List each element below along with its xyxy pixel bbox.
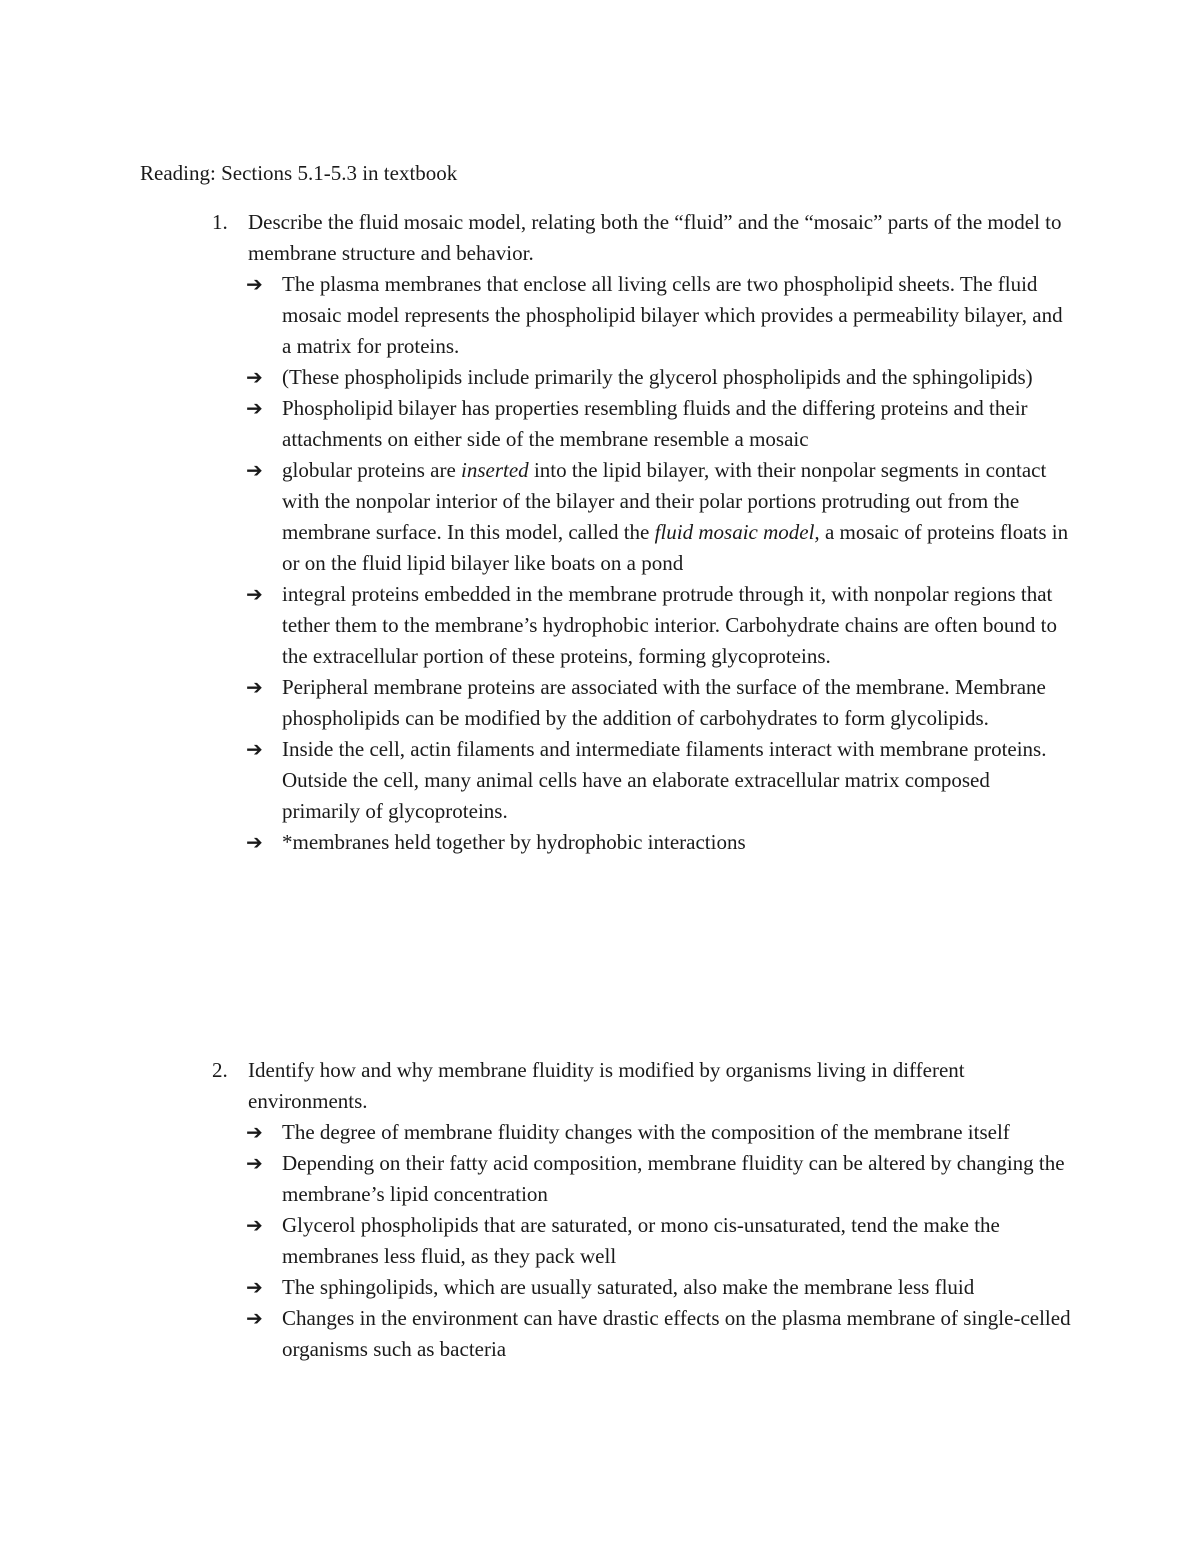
reading-assignment: Reading: Sections 5.1-5.3 in textbook [140,161,458,185]
arrow-bullet-icon: ➔ [246,1151,263,1175]
answer-text: The plasma membranes that enclose all living cells are two phospholipid sheets. The fluid mosaic model represents the phospholipid bilayer which provides a permeability bilayer, and a matrix for proteins. [282,272,1063,358]
arrow-bullet-icon: ➔ [246,1306,263,1330]
answer-item [212,455,1072,579]
answer-item [212,393,1072,455]
arrow-bullet-icon: ➔ [246,1120,263,1144]
answer-item [212,362,1072,393]
answer-item [212,1148,1072,1210]
answer-item [212,672,1072,734]
answer-text: *membranes held together by hydrophobic interactions [282,830,746,854]
answer-item [212,827,1072,858]
answer-text: Depending on their fatty acid composition, membrane fluidity can be altered by changing the membrane’s lipid concentration [282,1151,1065,1206]
arrow-bullet-icon: ➔ [246,272,263,296]
question-text: Describe the fluid mosaic model, relating both the “fluid” and the “mosaic” parts of the model to membrane structure and behavior. [248,210,1062,265]
answer-text: Glycerol phospholipids that are saturated, or mono cis-unsaturated, tend the make the membranes less fluid, as they pack well [282,1213,1000,1268]
answer-text [282,458,1068,575]
question-heading [212,207,1072,269]
answer-item [212,1272,1072,1303]
answer-text-part: a mosaic of proteins floats in or on the fluid lipid bilayer like boats on a pond [282,520,1069,575]
answer-text: Inside the cell, actin filaments and intermediate filaments interact with membrane proteins. Outside the cell, many animal cells have an elaborate extracellular matrix composed primarily of glycoproteins. [282,737,1047,823]
question-1 [212,207,1072,858]
answer-item [212,1303,1072,1365]
answer-text: The sphingolipids, which are usually saturated, also make the membrane less fluid [282,1275,975,1299]
answer-text-part: into the lipid bilayer, with their nonpolar segments in contact with the nonpolar interior of the bilayer and their polar portions protruding out from the membrane surface. In this model, called the [282,458,1047,544]
arrow-bullet-icon: ➔ [246,458,263,482]
answer-list [212,269,1072,858]
answer-text: Peripheral membrane proteins are associated with the surface of the membrane. Membrane phospholipids can be modified by the addition of carbohydrates to form glycolipids. [282,675,1046,730]
answer-item [212,1117,1072,1148]
question-number: 2. [212,1058,228,1082]
answer-item [212,734,1072,827]
italic-term-inserted: inserted [461,458,529,482]
arrow-bullet-icon: ➔ [246,1213,263,1237]
question-heading [212,1055,1072,1117]
italic-term-fluid-mosaic-model: fluid mosaic model, [654,520,820,544]
answer-item [212,579,1072,672]
question-text: Identify how and why membrane fluidity is modified by organisms living in different environments. [248,1058,965,1113]
arrow-bullet-icon: ➔ [246,830,263,854]
answer-text: The degree of membrane fluidity changes with the composition of the membrane itself [282,1120,1010,1144]
arrow-bullet-icon: ➔ [246,737,263,761]
arrow-bullet-icon: ➔ [246,1275,263,1299]
answer-text: integral proteins embedded in the membrane protrude through it, with nonpolar regions that tether them to the membrane’s hydrophobic interior. Carbohydrate chains are often bound to the extracellular portion of these proteins, forming glycoproteins. [282,582,1058,668]
answer-text: (These phospholipids include primarily the glycerol phospholipids and the sphingolipids) [282,365,1033,389]
answer-text: Changes in the environment can have drastic effects on the plasma membrane of single-celled organisms such as bacteria [282,1306,1071,1361]
answer-list [212,1117,1072,1365]
answer-text-part: globular proteins are [282,458,462,482]
arrow-bullet-icon: ➔ [246,396,263,420]
question-number: 1. [212,210,228,234]
arrow-bullet-icon: ➔ [246,675,263,699]
answer-item [212,269,1072,362]
arrow-bullet-icon: ➔ [246,365,263,389]
question-2 [212,1055,1072,1365]
arrow-bullet-icon: ➔ [246,582,263,606]
answer-text: Phospholipid bilayer has properties resembling fluids and the differing proteins and their attachments on either side of the membrane resemble a mosaic [282,396,1028,451]
answer-item [212,1210,1072,1272]
